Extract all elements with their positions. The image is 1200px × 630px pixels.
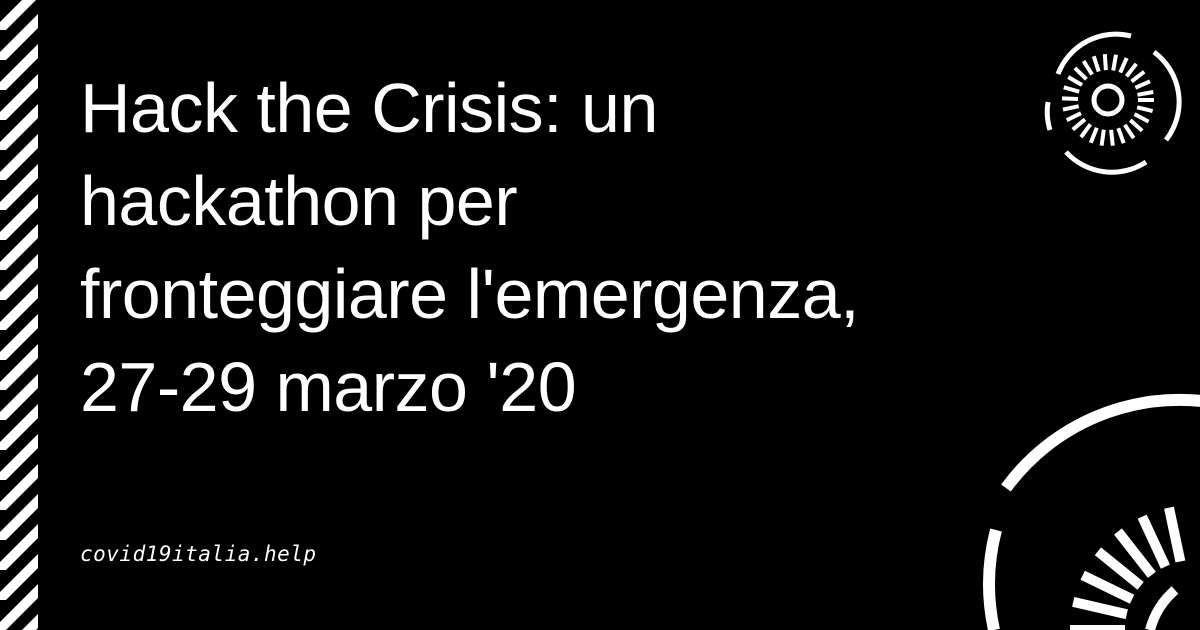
logo-tick-mark [1091,128,1097,143]
logo-tick-mark [1125,125,1134,138]
logo-tick-mark [1127,64,1137,77]
logo-tick-mark [1062,98,1078,99]
logo-tick-mark [1073,119,1085,129]
logo-tick-mark [1137,107,1153,111]
headline-line-1: Hack the Crisis: un [80,69,658,147]
logo-tick-mark [1075,68,1087,79]
diagonal-stripes-icon [0,0,38,630]
headline-line-3: fronteggiare l'emergenza, [80,255,860,333]
logo-tick-mark [1135,81,1150,88]
logo-tick-mark [1120,58,1127,73]
logo-tick-mark [1113,55,1116,71]
logo-tick-mark [1094,56,1099,71]
logo-tick-mark [1081,124,1090,137]
page-title [80,62,1020,434]
headline-line-2: hackathon per [80,162,518,240]
logo-tick-mark [1063,106,1079,109]
headline-line-4: 27-29 marzo '20 [80,348,577,426]
logo-tick-mark [1130,120,1142,131]
logo-tick-mark [1105,54,1106,70]
logo-tick-mark [1138,92,1154,95]
logo-tick-mark [1102,130,1104,146]
logo-tick-mark [1132,72,1145,82]
site-url[interactable]: covid19italia.help [80,542,317,566]
radial-ring-logo-icon [1036,22,1186,182]
logo-tick-mark [1073,602,1127,614]
logo-tick-mark [1067,113,1081,120]
logo-tick-mark [1064,87,1079,91]
logo-tick-mark [1111,130,1113,146]
logo-tick-mark [1068,77,1082,85]
logo-tick-mark [1169,508,1180,562]
logo-tick-mark [1135,114,1149,122]
logo-tick-mark [1118,128,1123,143]
logo-tick-mark [1084,61,1093,75]
radial-ring-logo-large-icon [980,380,1200,630]
